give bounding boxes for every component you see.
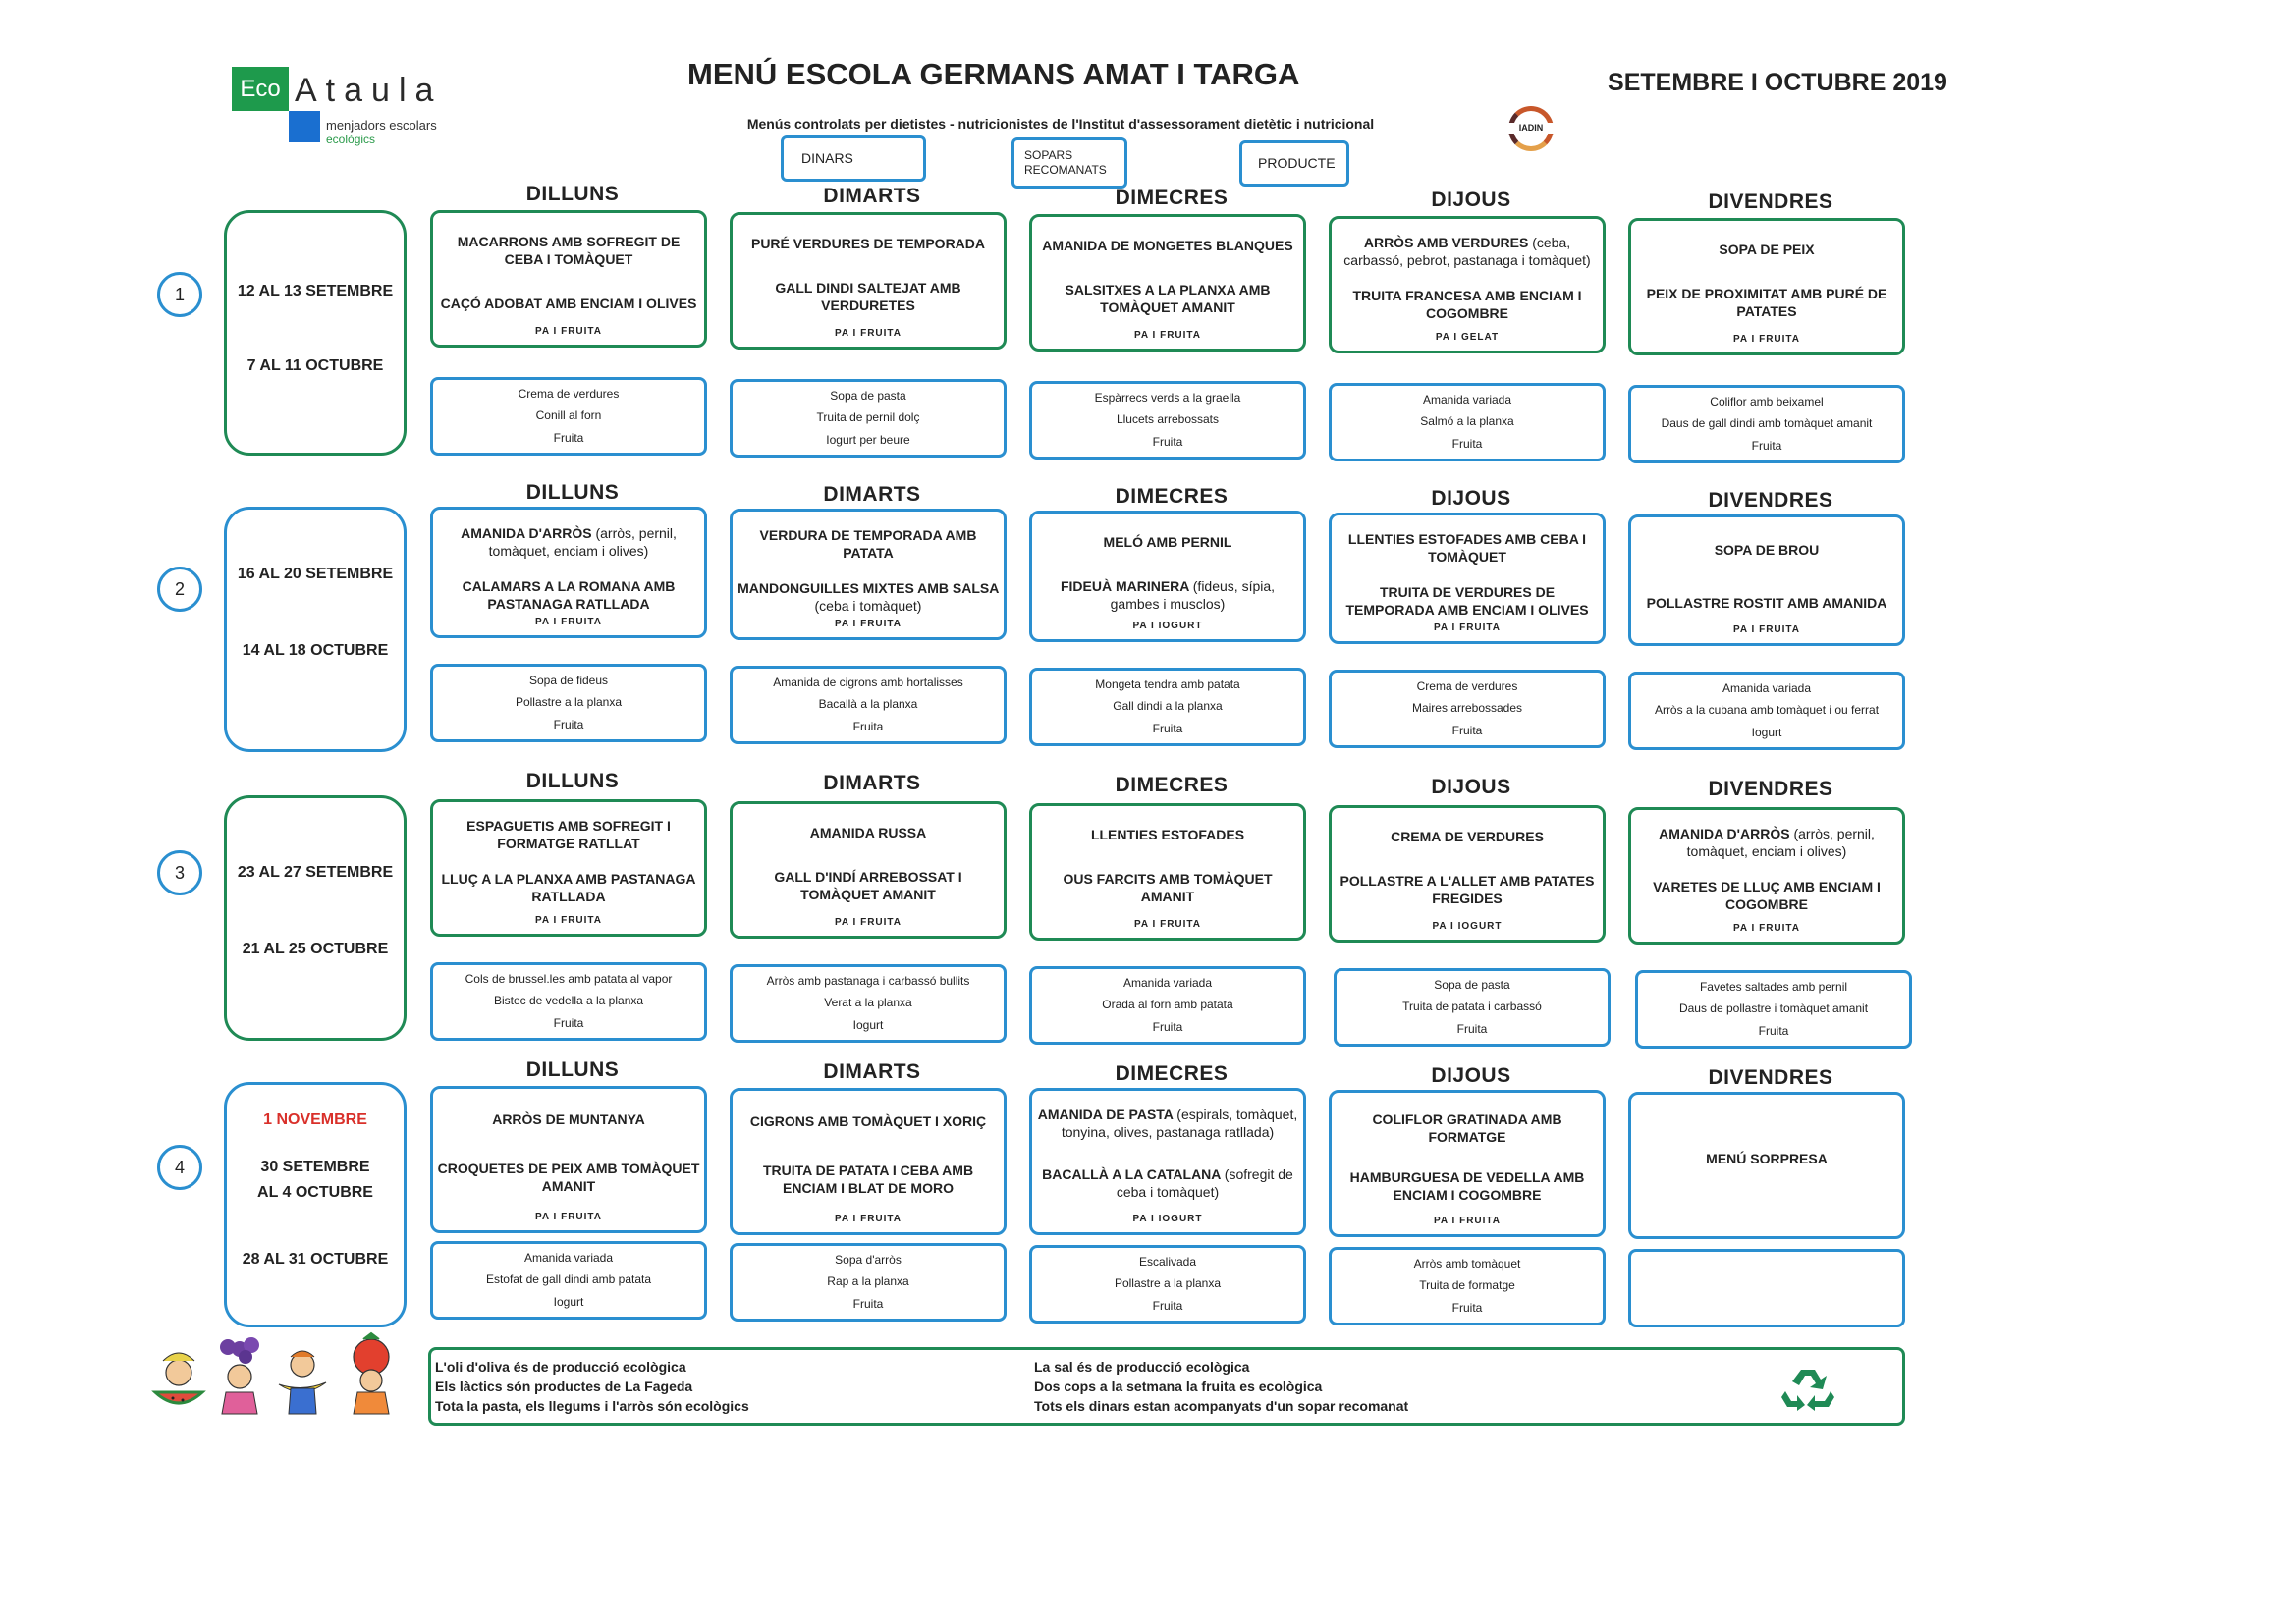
second-course: TRUITA FRANCESA AMB ENCIAM I COGOMBRE [1352, 288, 1582, 321]
dinner-card [730, 379, 1007, 458]
dinner-card [1334, 968, 1611, 1047]
lunch-card [1329, 1090, 1606, 1237]
week-dates [224, 795, 407, 1041]
first-course: LLENTIES ESTOFADES [1090, 826, 1245, 842]
dinner-card [430, 664, 707, 742]
second-course: CROQUETES DE PEIX AMB TOMÀQUET AMANIT [437, 1161, 700, 1194]
dinner-item: Coliflor amb beixamel [1710, 394, 1824, 408]
side-dish: PA I FRUITA [534, 326, 603, 337]
day-heading: DILLUNS [525, 770, 620, 792]
legend-producte-label: PRODUCTE [1258, 155, 1336, 171]
side-dish: PA I IOGURT [1132, 1214, 1203, 1224]
first-course: LLENTIES ESTOFADES AMB CEBA I TOMÀQUET [1347, 531, 1587, 565]
dinner-card [1329, 670, 1606, 748]
dinner-card [1628, 385, 1905, 463]
second-course: TRUITA DE PATATA I CEBA AMB ENCIAM I BLAT DE MORO [762, 1163, 974, 1196]
lunch-card [1628, 514, 1905, 646]
first-course: SOPA DE PEIX [1719, 241, 1815, 257]
second-course: GALL DINDI SALTEJAT AMB VERDURETES [775, 279, 961, 313]
week-date: 16 AL 20 SETEMBRE [237, 566, 394, 582]
dinner-item: Iogurt [553, 1295, 584, 1310]
lunch-card [1329, 216, 1606, 353]
lunch-card [730, 509, 1007, 640]
dinner-card [1628, 672, 1905, 750]
week-number: 3 [157, 850, 202, 895]
day-heading: DIMECRES [1115, 187, 1229, 209]
dinner-item: Fruita [1451, 1301, 1483, 1316]
footer-note: Tots els dinars estan acompanyats d'un sopar recomanat [1034, 1398, 1409, 1414]
holiday-date: 1 NOVEMBRE [263, 1111, 367, 1128]
dinner-item: Estofat de gall dindi amb patata [485, 1272, 652, 1287]
kid-banana-icon [279, 1351, 326, 1414]
page-subtitle: Menús controlats per dietistes - nutricionistes de l'Institut d'assessorament dietètic i nutricional [746, 116, 1375, 132]
second-course: GALL D'INDÍ ARREBOSSAT I TOMÀQUET AMANIT [774, 868, 962, 902]
footer-note: La sal és de producció ecològica [1034, 1359, 1250, 1375]
lunch-card [1029, 214, 1306, 352]
dinner-card [430, 377, 707, 456]
footer-notes [428, 1347, 1905, 1426]
first-course: ESPAGUETIS AMB SOFREGIT I FORMATGE RATLLAT [466, 818, 671, 851]
first-course: AMANIDA RUSSA [809, 824, 927, 840]
second-course: OUS FARCITS AMB TOMÀQUET AMANIT [1063, 870, 1273, 904]
side-dish: PA I IOGURT [1132, 621, 1203, 631]
dinner-card [430, 962, 707, 1041]
dinner-item: Amanida variada [1722, 680, 1812, 695]
dinner-item: Iogurt per beure [826, 433, 910, 448]
dinner-item: Espàrrecs verds a la graella [1094, 390, 1241, 405]
dinner-item: Arròs a la cubana amb tomàquet i ou ferrat [1654, 703, 1880, 718]
first-course: MELÓ AMB PERNIL [1103, 533, 1232, 550]
dinner-card [730, 666, 1007, 744]
week-2 [0, 473, 2296, 758]
dinner-card-empty [1628, 1249, 1905, 1327]
dinner-card [1329, 383, 1606, 461]
dinner-card [1029, 1245, 1306, 1324]
dinner-item: Daus de gall dindi amb tomàquet amanit [1661, 416, 1873, 431]
dinner-item: Fruita [852, 720, 884, 734]
day-heading: DIJOUS [1431, 1064, 1511, 1087]
first-course: AMANIDA DE PASTA (espirals, tomàquet, tonyina, olives, pastanaga ratllada) [1037, 1106, 1298, 1140]
footer-notes-right [1034, 1358, 1408, 1416]
second-course: MANDONGUILLES MIXTES AMB SALSA (ceba i tomàquet) [738, 580, 999, 614]
week-date: 28 AL 31 OCTUBRE [242, 1251, 389, 1268]
first-course: MENÚ SORPRESA [1706, 1151, 1828, 1166]
logo-tagline-eco: ecològics [326, 133, 376, 146]
iadin-label: IADIN [1503, 123, 1559, 134]
week-date: 23 AL 27 SETEMBRE [237, 864, 394, 881]
dinner-card [1329, 1247, 1606, 1325]
logo-tagline: menjadors escolars [326, 118, 437, 133]
first-course: AMANIDA D'ARRÒS (arròs, pernil, tomàquet, enciam i olives) [1659, 826, 1875, 859]
lunch-card [430, 210, 707, 348]
dinner-item: Fruita [1751, 439, 1782, 454]
first-course: MACARRONS AMB SOFREGIT DE CEBA I TOMÀQUET [457, 233, 681, 267]
ecoataula-logo [232, 67, 467, 155]
dinner-item: Arròs amb pastanaga i carbassó bullits [766, 973, 970, 988]
dinner-item: Orada al forn amb patata [1102, 998, 1233, 1012]
week-dates [224, 507, 407, 752]
second-course: HAMBURGUESA DE VEDELLA AMB ENCIAM I COGOMBRE [1349, 1168, 1585, 1203]
date-range: SETEMBRE I OCTUBRE 2019 [1608, 69, 1947, 96]
side-dish: PA I FRUITA [1732, 624, 1801, 635]
side-dish: PA I FRUITA [534, 1212, 603, 1222]
dinner-card [730, 964, 1007, 1043]
lunch-card [1329, 513, 1606, 644]
lunch-card [430, 799, 707, 937]
first-course: CREMA DE VERDURES [1391, 828, 1544, 844]
dinner-card [730, 1243, 1007, 1322]
lunch-card [1029, 511, 1306, 642]
side-dish: PA I FRUITA [834, 328, 902, 339]
lunch-card [1628, 218, 1905, 355]
second-course: TRUITA DE VERDURES DE TEMPORADA AMB ENCIAM I OLIVES [1345, 584, 1589, 618]
dinner-item: Fruita [553, 1016, 584, 1031]
lunch-card [1628, 1092, 1905, 1239]
second-course: LLUÇ A LA PLANXA AMB PASTANAGA RATLLADA [441, 871, 696, 904]
dinner-item: Pollastre a la planxa [1114, 1276, 1222, 1291]
logo-wordmark: Ataula [295, 72, 443, 109]
day-heading: DIMECRES [1115, 485, 1229, 508]
dinner-item: Fruita [553, 431, 584, 446]
lunch-card [1029, 1088, 1306, 1235]
dinner-card [430, 1241, 707, 1320]
side-dish: PA I FRUITA [534, 915, 603, 926]
lunch-card [1029, 803, 1306, 941]
lunch-card [430, 507, 707, 638]
kids-fruit-illustration [149, 1327, 412, 1418]
iadin-logo [1503, 106, 1561, 151]
dinner-item: Truita de formatge [1419, 1278, 1515, 1293]
dinner-item: Pollastre a la planxa [515, 695, 623, 710]
dinner-item: Escalivada [1138, 1254, 1197, 1269]
dinner-item: Cols de brussel.les amb patata al vapor [465, 971, 673, 986]
dinner-item: Favetes saltades amb pernil [1699, 979, 1848, 994]
legend-sopars-label-2: RECOMANATS [1024, 163, 1107, 177]
week-date: 14 AL 18 OCTUBRE [242, 642, 389, 659]
footer-note: Dos cops a la setmana la fruita es ecològica [1034, 1379, 1323, 1394]
day-heading: DIMECRES [1115, 1062, 1229, 1085]
dinner-item: Iogurt [1751, 726, 1782, 740]
dinner-item: Fruita [1451, 724, 1483, 738]
day-heading: DIJOUS [1431, 487, 1511, 510]
first-course: CIGRONS AMB TOMÀQUET I XORIÇ [749, 1113, 987, 1129]
dinner-item: Bacallà a la planxa [818, 697, 918, 712]
day-heading: DIVENDRES [1708, 489, 1833, 512]
lunch-card [730, 1088, 1007, 1235]
dinner-item: Truita de patata i carbassó [1402, 1000, 1542, 1014]
footer-notes-left [435, 1358, 749, 1416]
dinner-item: Fruita [852, 1297, 884, 1312]
first-course: ARRÒS AMB VERDURES (ceba, carbassó, pebrot, pastanaga i tomàquet) [1343, 235, 1591, 268]
side-dish: PA I FRUITA [1133, 919, 1202, 930]
second-course: CAÇÓ ADOBAT AMB ENCIAM I OLIVES [440, 295, 697, 311]
week-date: AL 4 OCTUBRE [257, 1184, 373, 1201]
recycle-icon [1781, 1366, 1834, 1411]
side-dish: PA I FRUITA [1732, 923, 1801, 934]
week-3 [0, 762, 2296, 1047]
dinner-item: Rap a la planxa [827, 1274, 909, 1289]
dinner-item: Conill al forn [535, 408, 602, 423]
dinner-card [1029, 966, 1306, 1045]
week-number: 2 [157, 567, 202, 612]
dinner-item: Sopa d'arròs [835, 1252, 902, 1267]
dinner-item: Sopa de pasta [830, 388, 906, 403]
week-1 [0, 175, 2296, 460]
footer-note: Els làctics són productes de La Fageda [435, 1379, 693, 1394]
week-date: 12 AL 13 SETEMBRE [237, 283, 394, 299]
day-heading: DILLUNS [525, 183, 620, 205]
dinner-item: Fruita [1152, 1020, 1183, 1035]
second-course: BACALLÀ A LA CATALANA (sofregit de ceba i tomàquet) [1042, 1165, 1293, 1200]
week-date: 21 AL 25 OCTUBRE [242, 941, 389, 957]
dinner-item: Sopa de fideus [528, 673, 609, 687]
second-course: VARETES DE LLUÇ AMB ENCIAM I COGOMBRE [1653, 879, 1881, 912]
first-course: SOPA DE BROU [1714, 542, 1820, 558]
dinner-item: Mongeta tendra amb patata [1095, 676, 1240, 691]
day-heading: DIJOUS [1431, 189, 1511, 211]
dinner-card [1029, 381, 1306, 460]
side-dish: PA I FRUITA [834, 917, 902, 928]
dinner-item: Fruita [1451, 437, 1483, 452]
dinner-card [1029, 668, 1306, 746]
dinner-item: Iogurt [852, 1018, 884, 1033]
legend-sopars-label-1: SOPARS [1024, 148, 1073, 162]
side-dish: PA I IOGURT [1432, 921, 1503, 932]
day-heading: DIMECRES [1115, 774, 1229, 796]
day-heading: DIMARTS [823, 483, 921, 506]
dinner-item: Fruita [1152, 1299, 1183, 1314]
week-date: 30 SETEMBRE [260, 1159, 370, 1175]
dinner-item: Daus de pollastre i tomàquet amanit [1678, 1001, 1869, 1016]
side-dish: PA I FRUITA [834, 1214, 902, 1224]
week-number: 4 [157, 1145, 202, 1190]
week-date: 7 AL 11 OCTUBRE [246, 357, 384, 374]
side-dish: PA I FRUITA [1433, 622, 1502, 633]
second-course: CALAMARS A LA ROMANA AMB PASTANAGA RATLLADA [462, 578, 676, 612]
footer-note: L'oli d'oliva és de producció ecològica [435, 1359, 686, 1375]
side-dish: PA I FRUITA [1732, 334, 1801, 345]
dinner-item: Arròs amb tomàquet [1413, 1256, 1521, 1271]
dinner-item: Crema de verdures [1416, 678, 1518, 693]
first-course: AMANIDA D'ARRÒS (arròs, pernil, tomàquet, enciam i olives) [461, 525, 677, 559]
first-course: ARRÒS DE MUNTANYA [492, 1111, 645, 1127]
second-course: POLLASTRE A L'ALLET AMB PATATES FREGIDES [1339, 872, 1595, 906]
dinner-item: Fruita [1456, 1022, 1488, 1037]
footer-note: Tota la pasta, els llegums i l'arròs són ecològics [435, 1398, 749, 1414]
dinner-item: Sopa de pasta [1434, 977, 1510, 992]
week-dates [224, 210, 407, 456]
day-heading: DIMARTS [823, 772, 921, 794]
dinner-item: Truita de pernil dolç [816, 410, 920, 425]
logo-blue-square [289, 111, 320, 142]
second-course: SALSITXES A LA PLANXA AMB TOMÀQUET AMANIT [1065, 281, 1271, 315]
second-course: PEIX DE PROXIMITAT AMB PURÉ DE PATATES [1646, 285, 1887, 319]
dinner-item: Bistec de vedella a la planxa [493, 994, 644, 1008]
day-heading: DIMARTS [823, 1060, 921, 1083]
dinner-item: Gall dindi a la planxa [1113, 699, 1223, 714]
first-course: COLIFLOR GRATINADA AMB FORMATGE [1372, 1110, 1562, 1145]
dinner-item: Amanida variada [1422, 392, 1512, 406]
week-4 [0, 1051, 2296, 1335]
dinner-item: Amanida variada [523, 1250, 614, 1265]
dinner-item: Fruita [1758, 1024, 1789, 1039]
side-dish: PA I GELAT [1435, 332, 1500, 343]
day-heading: DIJOUS [1431, 776, 1511, 798]
second-course: FIDEUÀ MARINERA (fideus, sípia, gambes i musclos) [1060, 577, 1276, 612]
lunch-card [730, 801, 1007, 939]
legend-dinars-label: DINARS [801, 150, 853, 166]
first-course: AMANIDA DE MONGETES BLANQUES [1042, 237, 1293, 253]
dinner-item: Salmó a la planxa [1420, 414, 1514, 429]
side-dish: PA I FRUITA [834, 619, 902, 629]
dinner-item: Amanida variada [1122, 975, 1213, 990]
day-heading: DIVENDRES [1708, 190, 1833, 213]
side-dish: PA I FRUITA [1133, 330, 1202, 341]
dinner-item: Maires arrebossades [1411, 701, 1523, 716]
dinner-item: Fruita [1152, 435, 1183, 450]
week-number: 1 [157, 272, 202, 317]
day-heading: DIVENDRES [1708, 1066, 1833, 1089]
day-heading: DIMARTS [823, 185, 921, 207]
day-heading: DILLUNS [525, 481, 620, 504]
lunch-card [1628, 807, 1905, 945]
dinner-item: Verat a la planxa [824, 996, 912, 1010]
lunch-card [1329, 805, 1606, 943]
second-course: POLLASTRE ROSTIT AMB AMANIDA [1646, 595, 1887, 611]
dinner-item: Llucets arrebossats [1116, 412, 1220, 427]
page-title: MENÚ ESCOLA GERMANS AMAT I TARGA [687, 57, 1300, 91]
dinner-item: Crema de verdures [518, 386, 620, 401]
day-heading: DIVENDRES [1708, 778, 1833, 800]
first-course: VERDURA DE TEMPORADA AMB PATATA [759, 527, 977, 561]
dinner-card [1635, 970, 1912, 1049]
side-dish: PA I FRUITA [1433, 1216, 1502, 1226]
logo-eco-mark: Eco [232, 67, 289, 111]
dinner-item: Fruita [1152, 722, 1183, 736]
side-dish: PA I FRUITA [534, 617, 603, 627]
week-dates [224, 1082, 407, 1327]
first-course: PURÉ VERDURES DE TEMPORADA [750, 235, 986, 251]
day-heading: DILLUNS [525, 1058, 620, 1081]
kid-tomato-icon [354, 1333, 389, 1414]
dinner-item: Fruita [553, 718, 584, 732]
lunch-card [730, 212, 1007, 350]
dinner-item: Amanida de cigrons amb hortalisses [773, 675, 963, 689]
lunch-card [430, 1086, 707, 1233]
kid-watermelon-icon [155, 1353, 202, 1403]
kid-grapes-icon [220, 1337, 259, 1414]
